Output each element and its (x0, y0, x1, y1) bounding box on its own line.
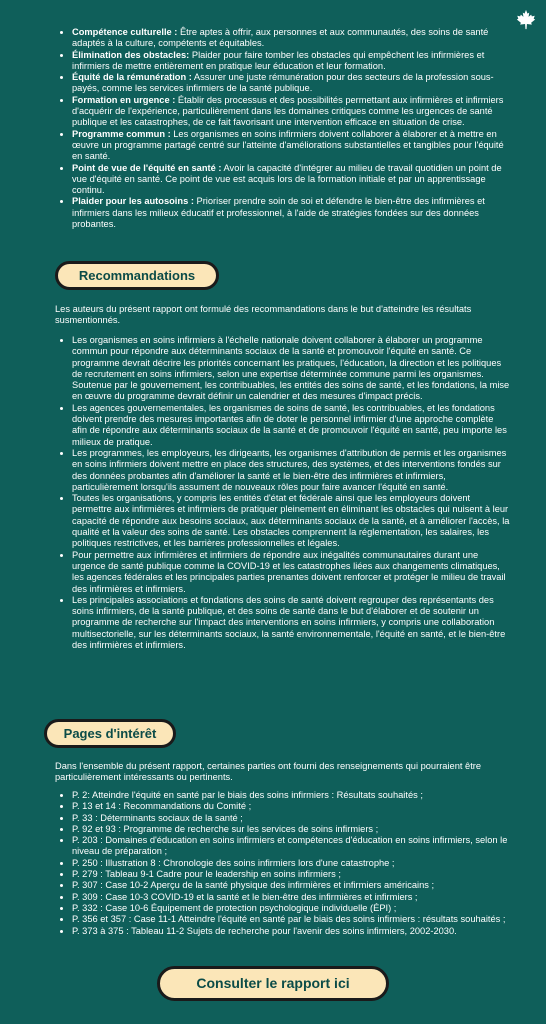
item-label: Équité de la rémunération : (72, 72, 192, 83)
item-label: Élimination des obstacles: (72, 49, 190, 60)
list-item: • P. 373 à 375 : Tableau 11-2 Sujets de recherche pour l'avenir des soins infirmiers, 2002-2030. (72, 926, 512, 937)
item-label: Point de vue de l'équité en santé : (72, 162, 222, 173)
list-item (72, 95, 504, 129)
list-item: • P. 203 : Domaines d'éducation en soins infirmiers et compétences d'éducation en soins infirmiers, selon le niveau de préparation ; (72, 835, 512, 858)
item-text: Avoir la capacité d'intégrer au milieu de travail quotidien un point de vue d'équité en santé. Ce point de vue est acquis lors de la formation initiale et par un apprentissage continu. (72, 162, 502, 196)
item-text: Établir des processus et des possibilités permettant aux infirmières et infirmiers d'acquérir de l'expérience, particulièrement dans les domaines critiques comme les urgences de santé publique et les catastrophes, de ce fait favorisant une intervention efficace en situation de crise. (72, 94, 504, 128)
list-item: • P. 13 et 14 : Recommandations du Comité ; (72, 801, 512, 812)
list-item: • P. 250 : Illustration 8 : Chronologie des soins infirmiers lors d'une catastrophe ; (72, 858, 512, 869)
list-item: • Les programmes, les employeurs, les dirigeants, les organismes d'attribution de permis et les organismes en soins infirmiers doivent mettre en place des structures, des systèmes, et des interventions fondés sur des données probantes afin d'améliorer la santé et le bien-être des infirmières et infirmiers, particulièrement lorsqu'ils assument de nouveaux rôles pour faire avancer l'équité en santé. (72, 448, 510, 493)
recommendations-intro: Les auteurs du présent rapport ont formulé des recommandations dans le but d'atteindre les résultats susmentionnés. (55, 304, 472, 326)
list-item: • Pour permettre aux infirmières et infirmiers de répondre aux inégalités communautaires durant une urgence de santé publique comme la COVID-19 et les catastrophes liées aux changements climatiques, les agences fédérales et les principales parties prenantes doivent renforcer et protéger le milieu de travail des infirmières et infirmiers. (72, 550, 510, 595)
item-text: Les organismes en soins infirmiers doivent collaborer à élaborer et à mettre en œuvre un programme partagé centré sur l'atteinte d'améliorations substantielles et tangibles pour l'équité en santé. (72, 128, 504, 162)
item-text: Plaider pour faire tomber les obstacles qui empêchent les infirmières et infirmiers de mettre entièrement en pratique leur éducation et leur formation. (72, 49, 485, 71)
list-item: • P. 356 et 357 : Case 11-1 Atteindre l'équité en santé par le biais des soins infirmiers : résultats souhaités ; (72, 914, 512, 925)
recommendations-heading: Recommandations (55, 261, 219, 290)
list-item (72, 72, 504, 95)
list-item (72, 129, 504, 163)
list-item: • P. 307 : Case 10-2 Aperçu de la santé physique des infirmières et infirmiers américains ; (72, 880, 512, 891)
list-item: • P. 92 et 93 : Programme de recherche sur les services de soins infirmiers ; (72, 824, 512, 835)
list-item: • Toutes les organisations, y compris les entités d'état et fédérale ainsi que les employeurs doivent permettre aux infirmières et infirmiers de pratiquer pleinement en éliminant les obstacles qui nuisent à leur capacité de répondre aux besoins sociaux, aux déterminants sociaux de la santé, et à améliorer l'accès, la qualité et la valeur des soins de santé. Les obstacles comprennent la réglementation, les salaires, les politiques restrictives, et les barrières professionnelles et légales. (72, 493, 510, 549)
list-item: • Les principales associations et fondations des soins de santé doivent regrouper des représentants des soins infirmiers, de la santé publique, et des soins de santé dans le but d'élaborer et de soutenir un programme de recherche sur l'impact des interventions en soins infirmiers, y compris une collaboration multisectorielle, sur les déterminants sociaux, la santé environnementale, l'équité en santé, et le bien-être des infirmières et infirmiers. (72, 595, 510, 651)
pages-list (58, 790, 512, 937)
list-item: • P. 2: Atteindre l'équité en santé par le biais des soins infirmiers : Résultats souhaités ; (72, 790, 512, 801)
item-label: Programme commun : (72, 128, 171, 139)
list-item: • Les agences gouvernementales, les organismes de soins de santé, les contribuables, et les fondations doivent prendre des mesures importantes afin de doter le personnel infirmier d'une approche complète afin de répondre aux déterminants sociaux de la santé et de promouvoir l'équité en santé, peu importe les milieux de pratique. (72, 403, 510, 448)
outcomes-list (58, 27, 504, 230)
list-item: • P. 33 : Déterminants sociaux de la santé ; (72, 813, 512, 824)
list-item: • P. 332 : Case 10-6 Équipement de protection psychologique individuelle (ÉPI) ; (72, 903, 512, 914)
item-label: Formation en urgence : (72, 94, 176, 105)
item-text: Prioriser prendre soin de soi et défendre le bien-être des infirmières et infirmiers dans les milieux éducatif et professionnel, à l'aide de stratégies fondées sur des données probantes. (72, 196, 485, 230)
item-text: Être aptes à offrir, aux personnes et aux communautés, des soins de santé adaptés à la culture, compétents et équitables. (72, 27, 489, 49)
view-report-button[interactable]: Consulter le rapport ici (157, 966, 389, 1001)
list-item: • P. 279 : Tableau 9-1 Cadre pour le leadership en soins infirmiers ; (72, 869, 512, 880)
list-item: • Les organismes en soins infirmiers à l'échelle nationale doivent collaborer à élaborer un programme commun pour répondre aux déterminants sociaux de la santé et promouvoir l'équité en santé. Ce programme devrait décrire les priorités concernant les pratiques, l'éducation, la direction et les politiques de recrutement en soins infirmiers, selon une expertise déterminée commune parmi les organismes. Soutenue par le gouvernement, les contribuables, les entités des soins de santé, et les fondations, la mise en œuvre du programme devrait définir un calendrier et des mesures d'impact précis. (72, 335, 510, 403)
recommendations-list (58, 335, 510, 651)
maple-leaf-icon (515, 9, 537, 31)
list-item (72, 27, 504, 50)
list-item (72, 196, 504, 230)
item-label: Plaider pour les autosoins : (72, 196, 194, 207)
item-label: Compétence culturelle : (72, 27, 178, 37)
list-item (72, 50, 504, 73)
item-text: Assurer une juste rémunération pour des secteurs de la profession sous-payés, comme les services infirmiers de la santé publique. (72, 72, 494, 94)
list-item: • P. 309 : Case 10-3 COVID-19 et la santé et le bien-être des infirmières et infirmiers ; (72, 892, 512, 903)
pages-intro: Dans l'ensemble du présent rapport, certaines parties ont fourni des renseignements qui pourraient être particulièrement intéressants ou pertinents. (55, 761, 482, 783)
pages-heading: Pages d'intérêt (44, 719, 176, 748)
list-item (72, 163, 504, 197)
